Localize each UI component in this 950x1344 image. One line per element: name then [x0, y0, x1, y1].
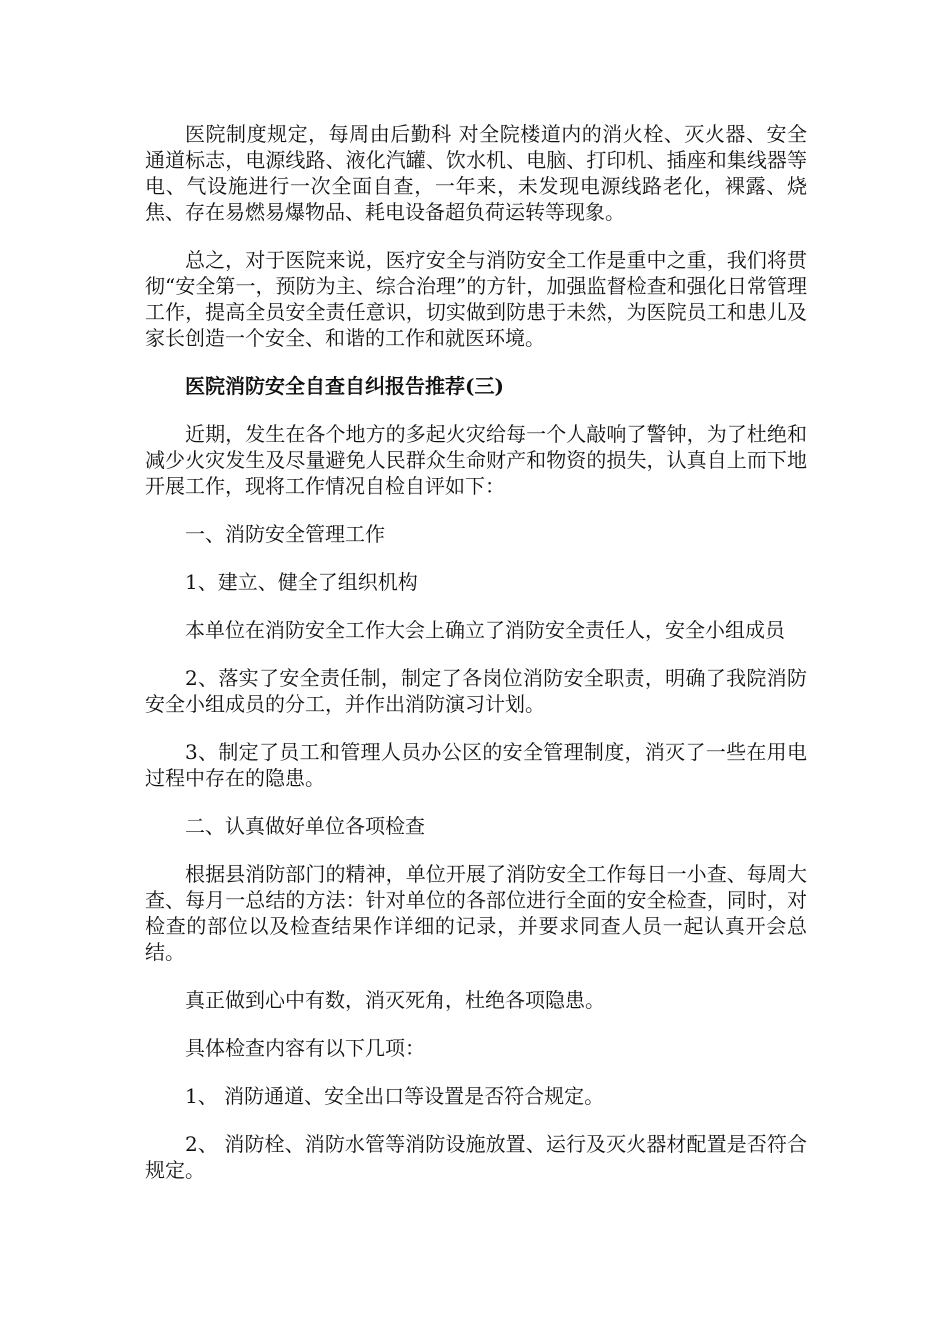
document-body: [145, 121, 807, 1205]
paragraph-inspection-rules: 医院制度规定，每周由后勤科 对全院楼道内的消火栓、灭火器、安全通道标志，电源线路、液化汽罐、饮水机、电脑、打印机、插座和集线器等电、气设施进行一次全面自查，一年来，未发现电源线路老化，裸露、烧焦、存在易燃易爆物品、耗电设备超负荷运转等现象。: [145, 122, 807, 224]
subheading-inspection: 二、认真做好单位各项检查: [185, 814, 425, 838]
paragraph-inspection-method: 根据县消防部门的精神，单位开展了消防安全工作每日一小查、每周大查、每月一总结的方法：针对单位的各部位进行全面的安全检查，同时，对检查的部位以及检查结果作详细的记录，并要求同查人员一起认真开会总结。: [145, 862, 807, 964]
paragraph-responsible-person: 本单位在消防安全工作大会上确立了消防安全责任人，安全小组成员: [185, 618, 785, 642]
list-item-office-rules: 3、制定了员工和管理人员办公区的安全管理制度，消灭了一些在用电过程中存在的隐患。: [145, 740, 807, 790]
list-item-check-2: 2、 消防栓、消防水管等消防设施放置、运行及灭火器材配置是否符合规定。: [145, 1132, 807, 1182]
paragraph-check-items-intro: 具体检查内容有以下几项：: [185, 1036, 425, 1060]
section-heading: 医院消防安全自查自纠报告推荐(三): [185, 374, 504, 398]
paragraph-intro: 近期，发生在各个地方的多起火灾给每一个人敲响了警钟，为了杜绝和减少火灾发生及尽量避免人民群众生命财产和物资的损失，认真自上而下地开展工作，现将工作情况自检自评如下：: [145, 422, 807, 498]
list-item-check-1: 1、 消防通道、安全出口等设置是否符合规定。: [185, 1084, 605, 1108]
paragraph-summary: 总之，对于医院来说，医疗安全与消防安全工作是重中之重，我们将贯彻“安全第一，预防为主、综合治理”的方针，加强监督检查和强化日常管理工作，提高全员安全责任意识，切实做到防患于未然，为医院员工和患儿及家长创造一个安全、和谐的工作和就医环境。: [145, 248, 807, 350]
list-item-responsibility: 2、落实了安全责任制，制定了各岗位消防安全职责，明确了我院消防安全小组成员的分工，并作出消防演习计划。: [145, 666, 807, 716]
paragraph-eliminate-hazards: 真正做到心中有数，消灭死角，杜绝各项隐患。: [185, 988, 605, 1012]
subheading-management: 一、消防安全管理工作: [185, 522, 385, 546]
list-item-organization: 1、建立、健全了组织机构: [185, 570, 418, 594]
